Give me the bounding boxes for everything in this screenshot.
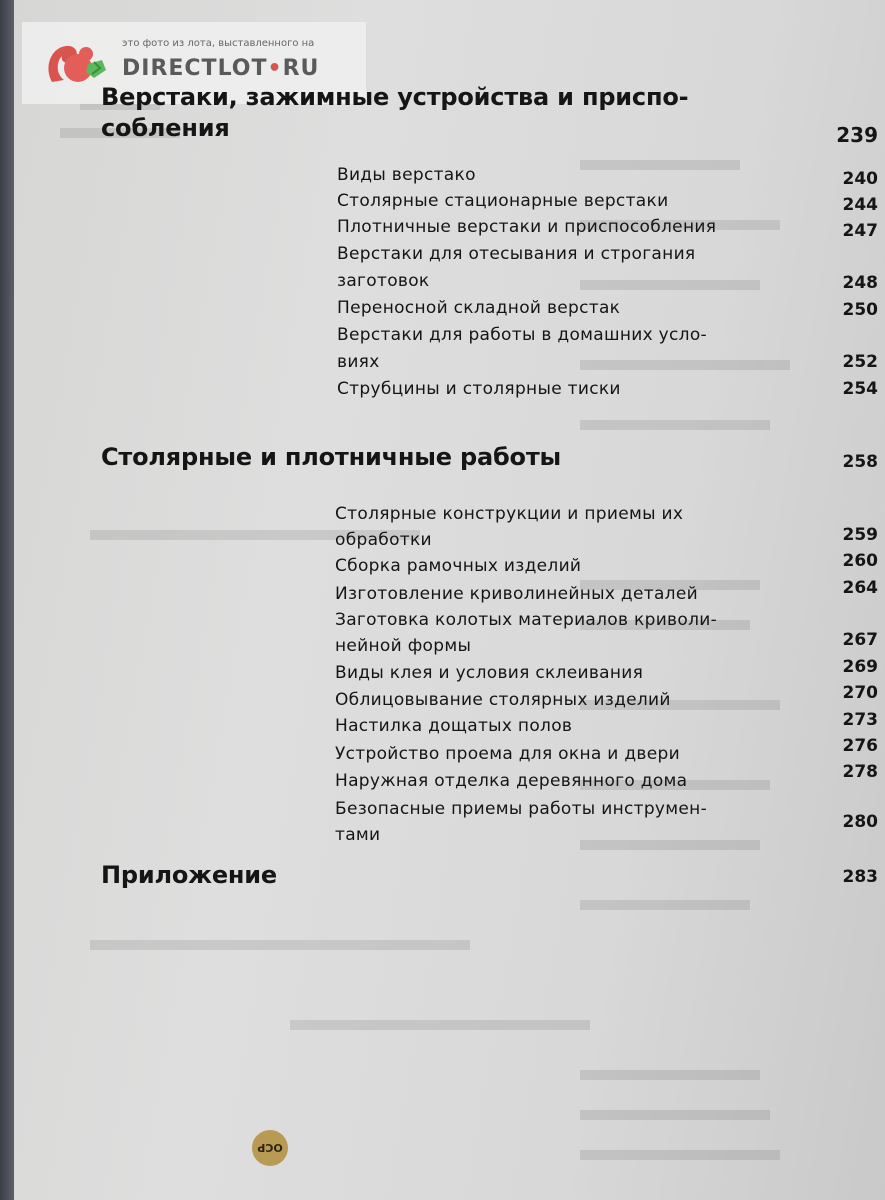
page-number: 267 [842, 630, 878, 650]
toc-entry-continuation: обработки [335, 530, 432, 550]
watermark-caption: это фото из лота, выставленного на [122, 38, 315, 49]
toc-entry: Верстаки для работы в домашних усло- [337, 325, 707, 345]
section-title-joinery [101, 442, 561, 473]
page-number: 270 [842, 683, 878, 703]
toc-entry: Струбцины и столярные тиски [337, 379, 621, 399]
toc-entry: Облицовывание столярных изделий [335, 690, 671, 710]
page-number: 240 [842, 169, 878, 189]
toc-entry: Изготовление криволинейных деталей [335, 584, 698, 604]
page-number: 283 [842, 867, 878, 887]
toc-entry: Переносной складной верстак [337, 298, 621, 318]
toc-entry-continuation: тами [335, 825, 381, 845]
section-title-line: собления [101, 114, 230, 142]
page-number: 250 [842, 300, 878, 320]
toc-entry: Безопасные приемы работы инструмен- [335, 799, 708, 819]
toc-entry-continuation: заготовок [337, 271, 430, 291]
brand-tld: RU [282, 56, 320, 81]
toc-entry: Заготовка колотых материалов криволи- [335, 610, 718, 630]
toc-entry: Столярные конструкции и приемы их [335, 504, 684, 524]
watermark-brand [122, 56, 319, 81]
toc-entry-continuation: нейной формы [335, 636, 472, 656]
page-number: 248 [842, 273, 878, 293]
section-title-line: Приложение [101, 861, 277, 889]
toc-entry: Виды верстако [337, 165, 476, 185]
toc-entry: Настилка дощатых полов [335, 716, 573, 736]
brand-dot: • [267, 56, 283, 81]
page-number: 273 [842, 710, 878, 730]
brand-name: DIRECTLOT [122, 56, 268, 81]
page-number: 280 [842, 812, 878, 832]
section-title-line: Верстаки, зажимные устройства и приспо- [101, 83, 689, 111]
page-number: 254 [842, 379, 878, 399]
page-number: 252 [842, 352, 878, 372]
toc-entry: Сборка рамочных изделий [335, 556, 582, 576]
page-number: 259 [842, 525, 878, 545]
library-stamp: ОСР [252, 1130, 288, 1166]
page-number: 264 [842, 578, 878, 598]
toc-entry: Устройство проема для окна и двери [335, 744, 680, 764]
toc-entry: Виды клея и условия склеивания [335, 663, 644, 683]
toc-entry: Наружная отделка деревянного дома [335, 771, 688, 791]
page-number: 247 [842, 221, 878, 241]
toc-entry: Верстаки для отесывания и строгания [337, 244, 696, 264]
toc-entry-continuation: виях [337, 352, 380, 372]
toc-entry: Столярные стационарные верстаки [337, 191, 669, 211]
section-title-line: Столярные и плотничные работы [101, 443, 562, 471]
page-number: 260 [842, 551, 878, 571]
toc-entry: Плотничные верстаки и приспособления [337, 217, 717, 237]
section-title-workbenches [101, 82, 688, 144]
page-number: 239 [836, 123, 878, 147]
page-number: 258 [842, 452, 878, 472]
page-number: 269 [842, 657, 878, 677]
page-number: 276 [842, 736, 878, 756]
page-number: 244 [842, 195, 878, 215]
page-number: 278 [842, 762, 878, 782]
section-title-appendix [101, 860, 277, 891]
